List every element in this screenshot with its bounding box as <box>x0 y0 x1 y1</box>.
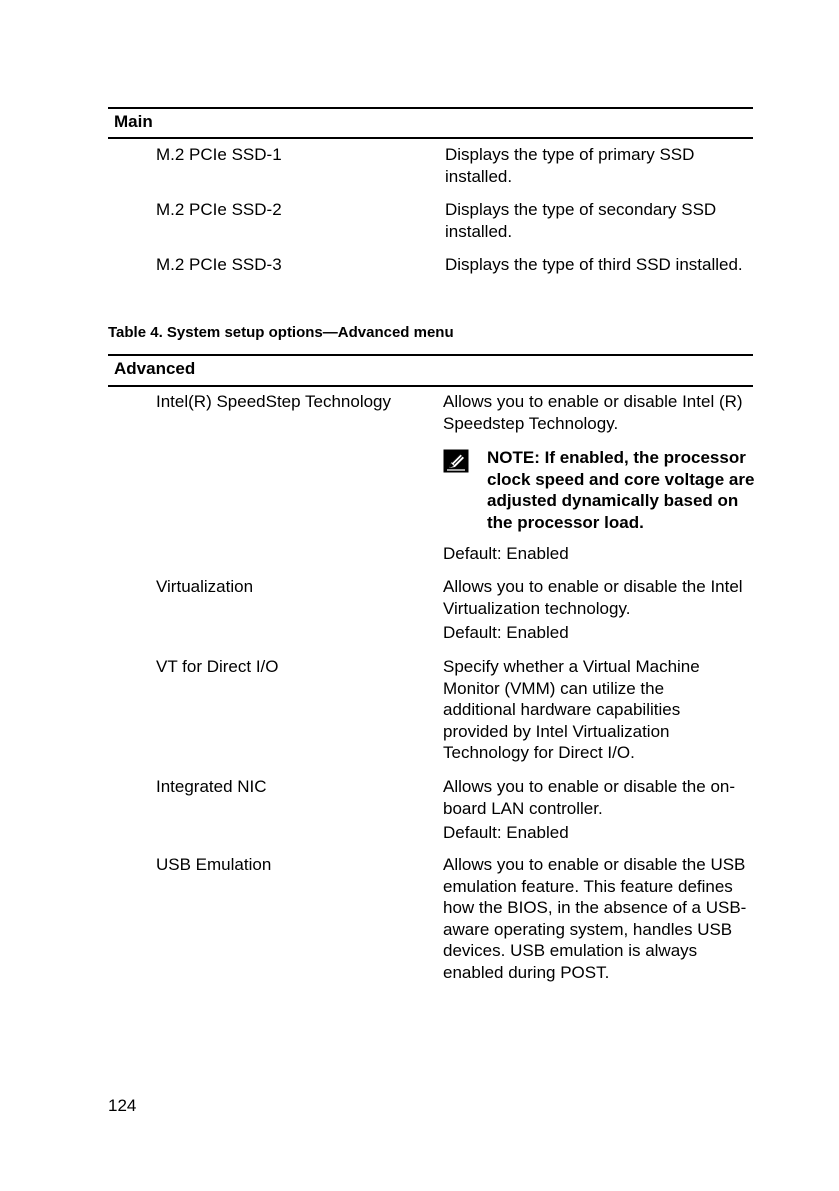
advanced-table-top-rule <box>108 354 753 356</box>
option-description: Allows you to enable or disable the USB emulation feature. This feature defines how the BIOS, in the absence of a USB-aware operating system, handles USB devices. USB emulation is always enabled during POST. <box>443 855 747 982</box>
main-table <box>108 107 753 302</box>
main-table-header-rule <box>108 137 753 139</box>
pencil-note-icon <box>443 449 469 473</box>
table-caption: Table 4. System setup options—Advanced menu <box>108 324 454 341</box>
option-description: Displays the type of third SSD installed. <box>445 255 743 274</box>
advanced-table <box>108 354 753 994</box>
default-value: Default: Enabled <box>443 823 569 842</box>
main-table-header: Main <box>114 112 153 131</box>
option-description: Allows you to enable or disable Intel (R) Speedstep Technology. <box>443 392 743 433</box>
option-name: M.2 PCIe SSD-1 <box>156 145 282 164</box>
option-name: Virtualization <box>156 577 254 596</box>
note-text: NOTE: If enabled, the processor clock speed and core voltage are adjusted dynamically based on the processor load. <box>487 448 755 532</box>
option-description: Displays the type of secondary SSD installed. <box>445 200 717 241</box>
page-number: 124 <box>108 1096 137 1115</box>
option-description: Allows you to enable or disable the Intel Virtualization technology. Default: Enabled <box>443 576 753 644</box>
default-value: Default: Enabled <box>443 544 569 563</box>
option-name: M.2 PCIe SSD-3 <box>156 255 282 274</box>
option-name: USB Emulation <box>156 855 272 874</box>
option-name: M.2 PCIe SSD-2 <box>156 200 282 219</box>
main-table-top-rule <box>108 107 753 109</box>
default-value: Default: Enabled <box>443 623 569 642</box>
advanced-table-header: Advanced <box>114 359 196 378</box>
advanced-table-header-rule <box>108 385 753 387</box>
option-description: Specify whether a Virtual Machine Monitor (VMM) can utilize the additional hardware capabilities provided by Intel Virtualization Technology for Direct I/O. <box>443 657 700 762</box>
option-name: Integrated NIC <box>156 777 267 796</box>
option-description: Allows you to enable or disable the on-board LAN controller. Default: Enabled <box>443 776 753 844</box>
option-description: Displays the type of primary SSD installed. <box>445 145 695 186</box>
option-name: Intel(R) SpeedStep Technology <box>156 392 392 411</box>
option-name: VT for Direct I/O <box>156 657 279 676</box>
